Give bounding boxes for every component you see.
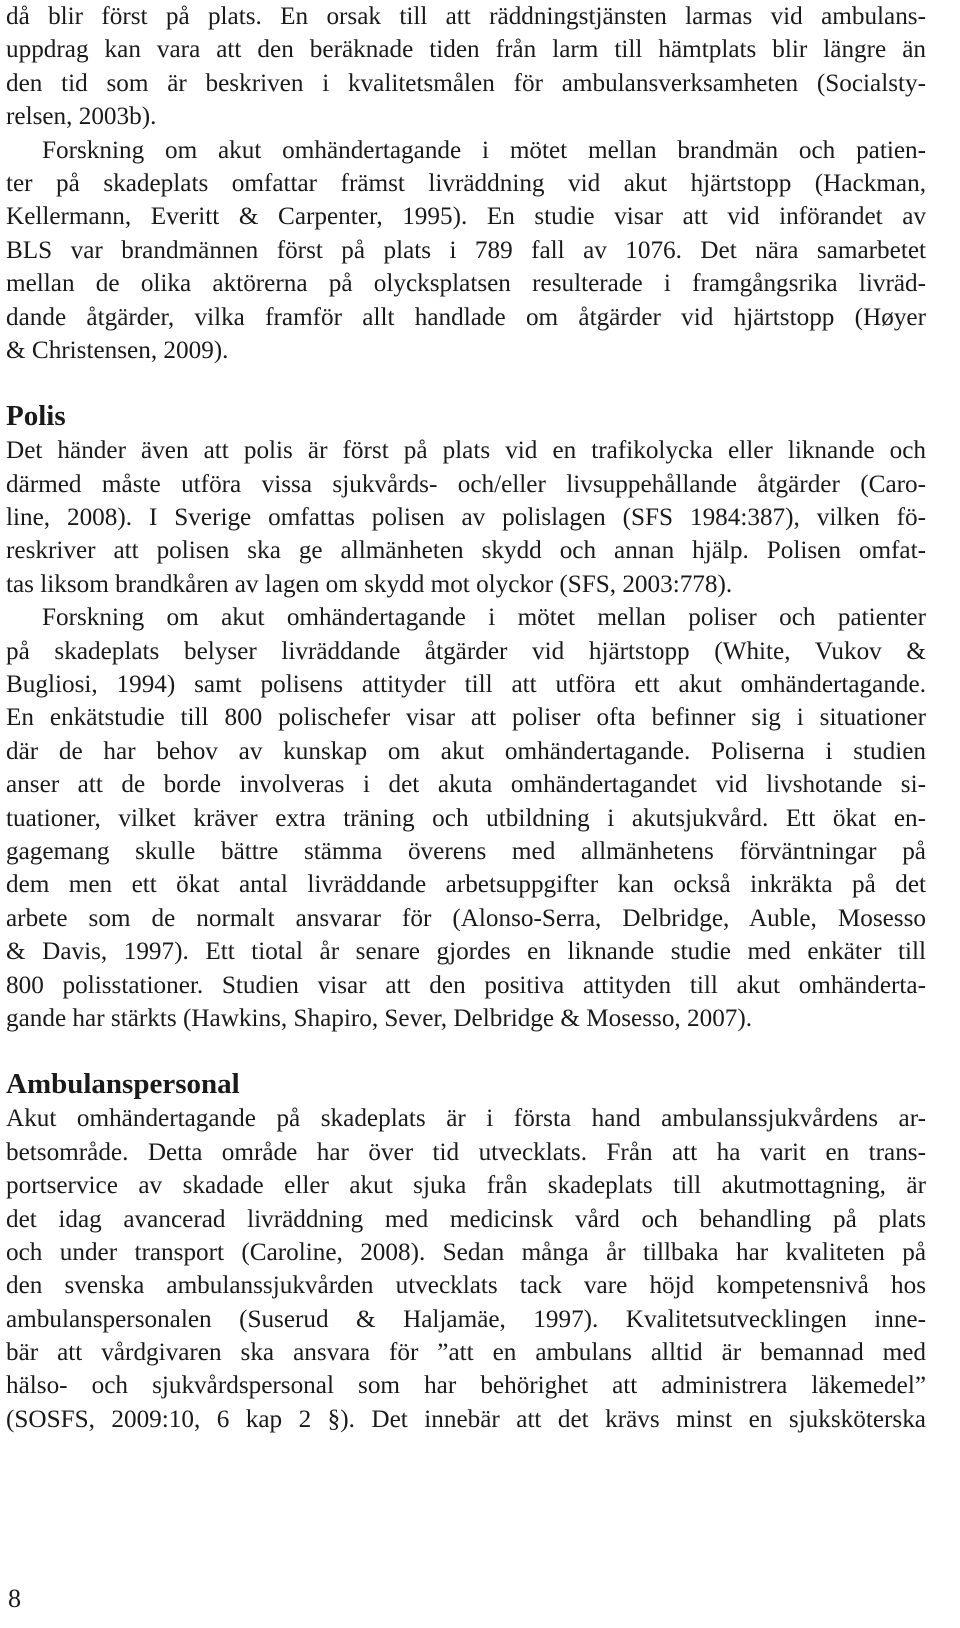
text-line: den tid som är beskriven i kvalitetsmålen för ambulansverksamheten (Socialsty-: [6, 69, 926, 97]
page-number: 8: [8, 1584, 21, 1613]
text-line: 800 polisstationer. Studien visar att den positiva attityden till akut omhänderta-: [6, 971, 926, 999]
text-line: Det händer även att polis är först på plats vid en trafikolycka eller liknande och: [6, 437, 926, 465]
text-line: tas liksom brandkåren av lagen om skydd mot olyckor (SFS, 2003:778).: [6, 570, 733, 598]
text-line: Forskning om akut omhändertagande i mötet mellan poliser och patienter: [42, 604, 926, 632]
text-line: dem men ett ökat antal livräddande arbetsuppgifter kan också inkräkta på det: [6, 871, 926, 899]
text-line: portservice av skadade eller akut sjuka från skadeplats till akutmottagning, är: [6, 1172, 926, 1200]
text-line: BLS var brandmännen först på plats i 789 fall av 1076. Det nära samarbetet: [6, 236, 926, 264]
paragraph-ambulance-staff: [6, 1102, 926, 1436]
text-line: ter på skadeplats omfattar främst livräddning vid akut hjärtstopp (Hackman,: [6, 169, 926, 197]
text-line: gagemang skulle bättre stämma överens med allmänhetens förväntningar på: [6, 837, 926, 865]
text-line: bär att vårdgivaren ska ansvara för ”att en ambulans alltid är bemannad med: [6, 1339, 926, 1367]
section-heading-ambulanspersonal: Ambulanspersonal: [6, 1068, 240, 1101]
text-line: ambulanspersonalen (Suserud & Haljamäe, 1997). Kvalitetsutvecklingen inne-: [6, 1305, 926, 1333]
text-line: gande har stärkts (Hawkins, Shapiro, Sever, Delbridge & Mosesso, 2007).: [6, 1004, 753, 1032]
text-line: dande åtgärder, vilka framför allt handlade om åtgärder vid hjärtstopp (Høyer: [6, 303, 926, 331]
text-line: på skadeplats belyser livräddande åtgärder vid hjärtstopp (White, Vukov &: [6, 637, 926, 665]
paragraph-police-research: [6, 601, 926, 1035]
text-line: mellan de olika aktörerna på olycksplatsen resulterade i framgångsrika livräd-: [6, 270, 926, 298]
section-heading-polis: Polis: [6, 400, 66, 433]
document-page: [6, 0, 926, 1436]
text-line: line, 2008). I Sverige omfattas polisen av polislagen (SFS 1984:387), vilken fö-: [6, 504, 926, 532]
text-line: (SOSFS, 2009:10, 6 kap 2 §). Det innebär att det krävs minst en sjuksköterska: [6, 1405, 926, 1433]
paragraph-police-intro: [6, 434, 926, 601]
paragraph-ambulance-dispatch: [6, 0, 926, 134]
text-line: reskriver att polisen ska ge allmänheten skydd och annan hjälp. Polisen omfat-: [6, 537, 926, 565]
text-line: därmed måste utföra vissa sjukvårds- och/eller livsuppehållande åtgärder (Caro-: [6, 470, 926, 498]
text-line: relsen, 2003b).: [6, 103, 157, 131]
spacer: [6, 1035, 926, 1066]
text-line: arbete som de normalt ansvarar för (Alonso-Serra, Delbridge, Auble, Mosesso: [6, 904, 926, 932]
text-line: & Christensen, 2009).: [6, 336, 229, 364]
paragraph-firefighter-research: [6, 134, 926, 368]
text-line: då blir först på plats. En orsak till att räddningstjänsten larmas vid ambulans-: [6, 3, 926, 30]
text-line: anser att de borde involveras i det akuta omhändertagandet vid livshotande si-: [6, 771, 926, 799]
text-line: den svenska ambulanssjukvården utvecklats tack vare höjd kompetensnivå hos: [6, 1272, 926, 1300]
text-line: Bugliosi, 1994) samt polisens attityder till att utföra ett akut omhändertagande.: [6, 671, 926, 699]
text-line: En enkätstudie till 800 polischefer visar att poliser ofta befinner sig i situationer: [6, 704, 926, 732]
text-line: tuationer, vilket kräver extra träning och utbildning i akutsjukvård. Ett ökat en-: [6, 804, 926, 832]
text-line: Akut omhändertagande på skadeplats är i första hand ambulanssjukvårdens ar-: [6, 1105, 926, 1133]
text-line: uppdrag kan vara att den beräknade tiden från larm till hämtplats blir längre än: [6, 36, 926, 64]
text-line: och under transport (Caroline, 2008). Sedan många år tillbaka har kvaliteten på: [6, 1238, 926, 1266]
text-line: hälso- och sjukvårdspersonal som har behörighet att administrera läkemedel”: [6, 1372, 926, 1400]
text-line: & Davis, 1997). Ett tiotal år senare gjordes en liknande studie med enkäter till: [6, 938, 926, 966]
text-line: betsområde. Detta område har över tid utvecklats. Från att ha varit en trans-: [6, 1138, 926, 1166]
spacer: [6, 367, 926, 398]
text-line: Forskning om akut omhändertagande i mötet mellan brandmän och patien-: [42, 136, 926, 164]
text-line: Kellermann, Everitt & Carpenter, 1995). En studie visar att vid införandet av: [6, 203, 926, 231]
text-line: där de har behov av kunskap om akut omhändertagande. Poliserna i studien: [6, 737, 926, 765]
text-line: det idag avancerad livräddning med medicinsk vård och behandling på plats: [6, 1205, 926, 1233]
